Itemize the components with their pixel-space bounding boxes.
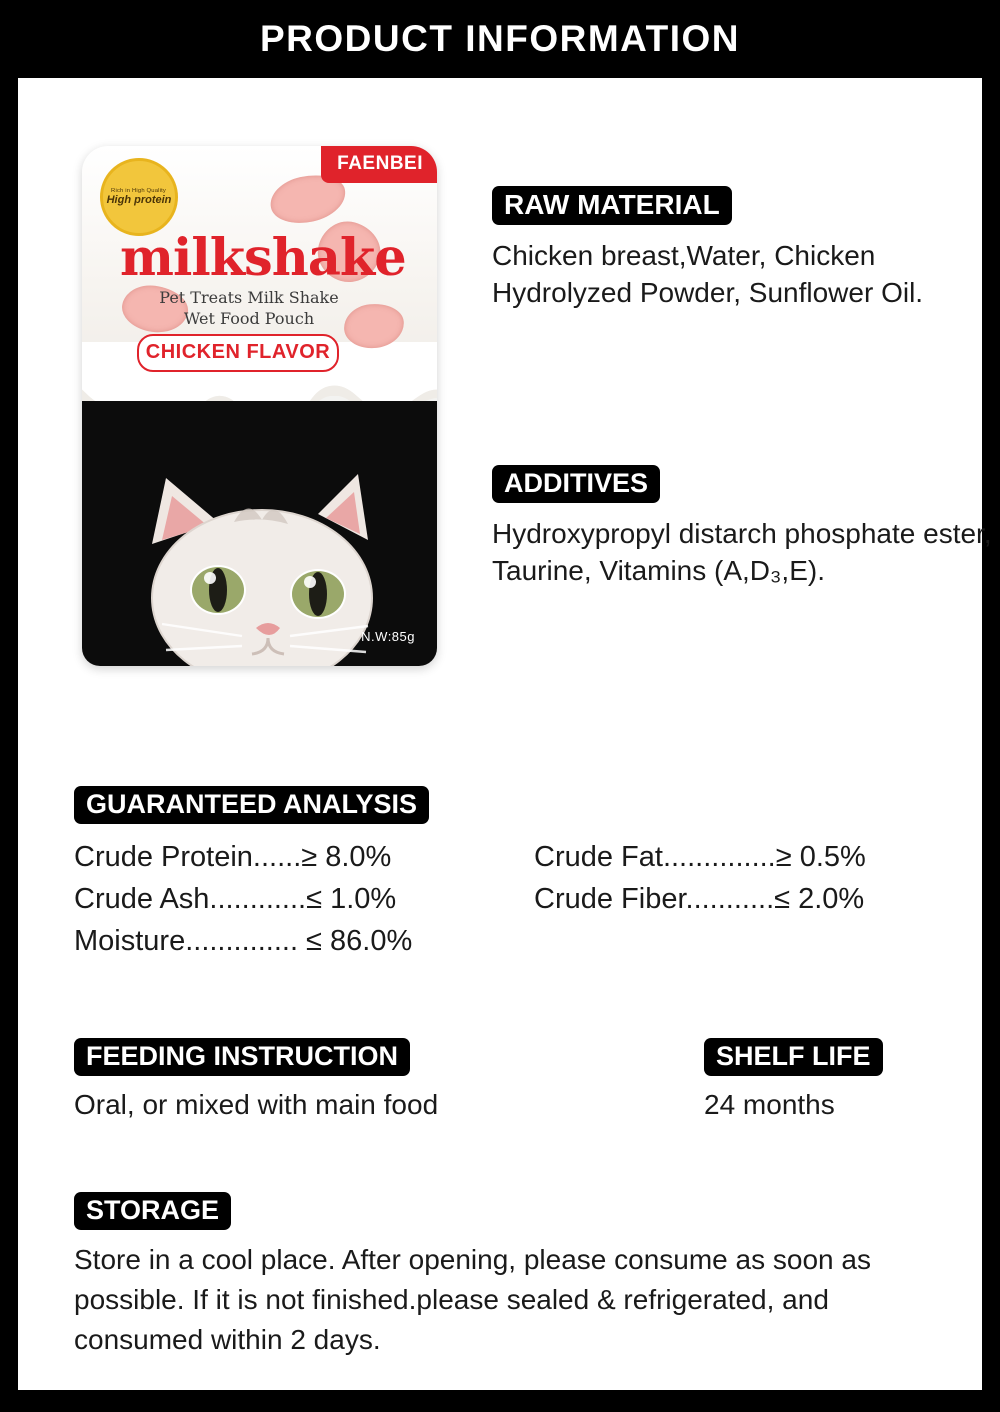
feeding-instruction-text: Oral, or mixed with main food [74,1089,439,1120]
feeding-instruction-label: FEEDING INSTRUCTION [74,1038,410,1076]
storage-label: STORAGE [74,1192,231,1230]
shelf-life-label: SHELF LIFE [704,1038,883,1076]
page-title: PRODUCT INFORMATION [260,18,740,59]
net-weight-label: N.W:85g [361,629,415,644]
raw-material-label: RAW MATERIAL [492,186,732,225]
analysis-item: Crude Protein......≥ 8.0% [74,841,392,873]
analysis-item: Crude Fat..............≥ 0.5% [534,841,866,873]
high-protein-seal-icon [100,158,178,236]
guaranteed-analysis-grid [74,837,974,961]
seal-top-text: Rich in High Quality [111,187,167,194]
section-guaranteed-analysis [74,786,974,961]
brand-logo: FAENBEI [321,146,437,183]
guaranteed-analysis-label: GUARANTEED ANALYSIS [74,786,429,824]
product-pouch [82,146,437,666]
analysis-item: Moisture.............. ≤ 86.0% [74,925,413,958]
header-bar [0,0,1000,78]
analysis-item: Crude Ash............≤ 1.0% [74,883,397,916]
additives-text: Hydroxypropyl distarch phosphate ester, Taurine, Vitamins (A,D₃,E). [492,518,992,587]
shelf-life-text: 24 months [704,1089,835,1120]
product-image [66,136,456,676]
section-raw-material [492,186,992,311]
analysis-item [534,921,974,961]
section-shelf-life [704,1038,984,1123]
product-name: milkshake [120,228,406,288]
product-subtitle-line1: Pet Treats Milk Shake [159,288,339,307]
raw-material-text: Chicken breast,Water, Chicken Hydrolyzed Powder, Sunflower Oil. [492,240,924,309]
flavor-badge: CHICKEN FLAVOR [137,334,339,372]
section-additives [492,465,992,589]
analysis-item: Crude Fiber...........≤ 2.0% [534,883,865,916]
footer-bar [0,1390,1000,1412]
product-subtitle-line2: Wet Food Pouch [183,308,315,328]
section-feeding-instruction [74,1038,634,1123]
section-storage [74,1192,964,1359]
additives-label: ADDITIVES [492,465,660,503]
product-subtitle [144,288,354,330]
seal-main-text: High protein [106,194,172,207]
storage-text: Store in a cool place. After opening, please consume as soon as possible. If it is not finished.please sealed & refrigerated, and consumed within 2 days. [74,1244,871,1355]
